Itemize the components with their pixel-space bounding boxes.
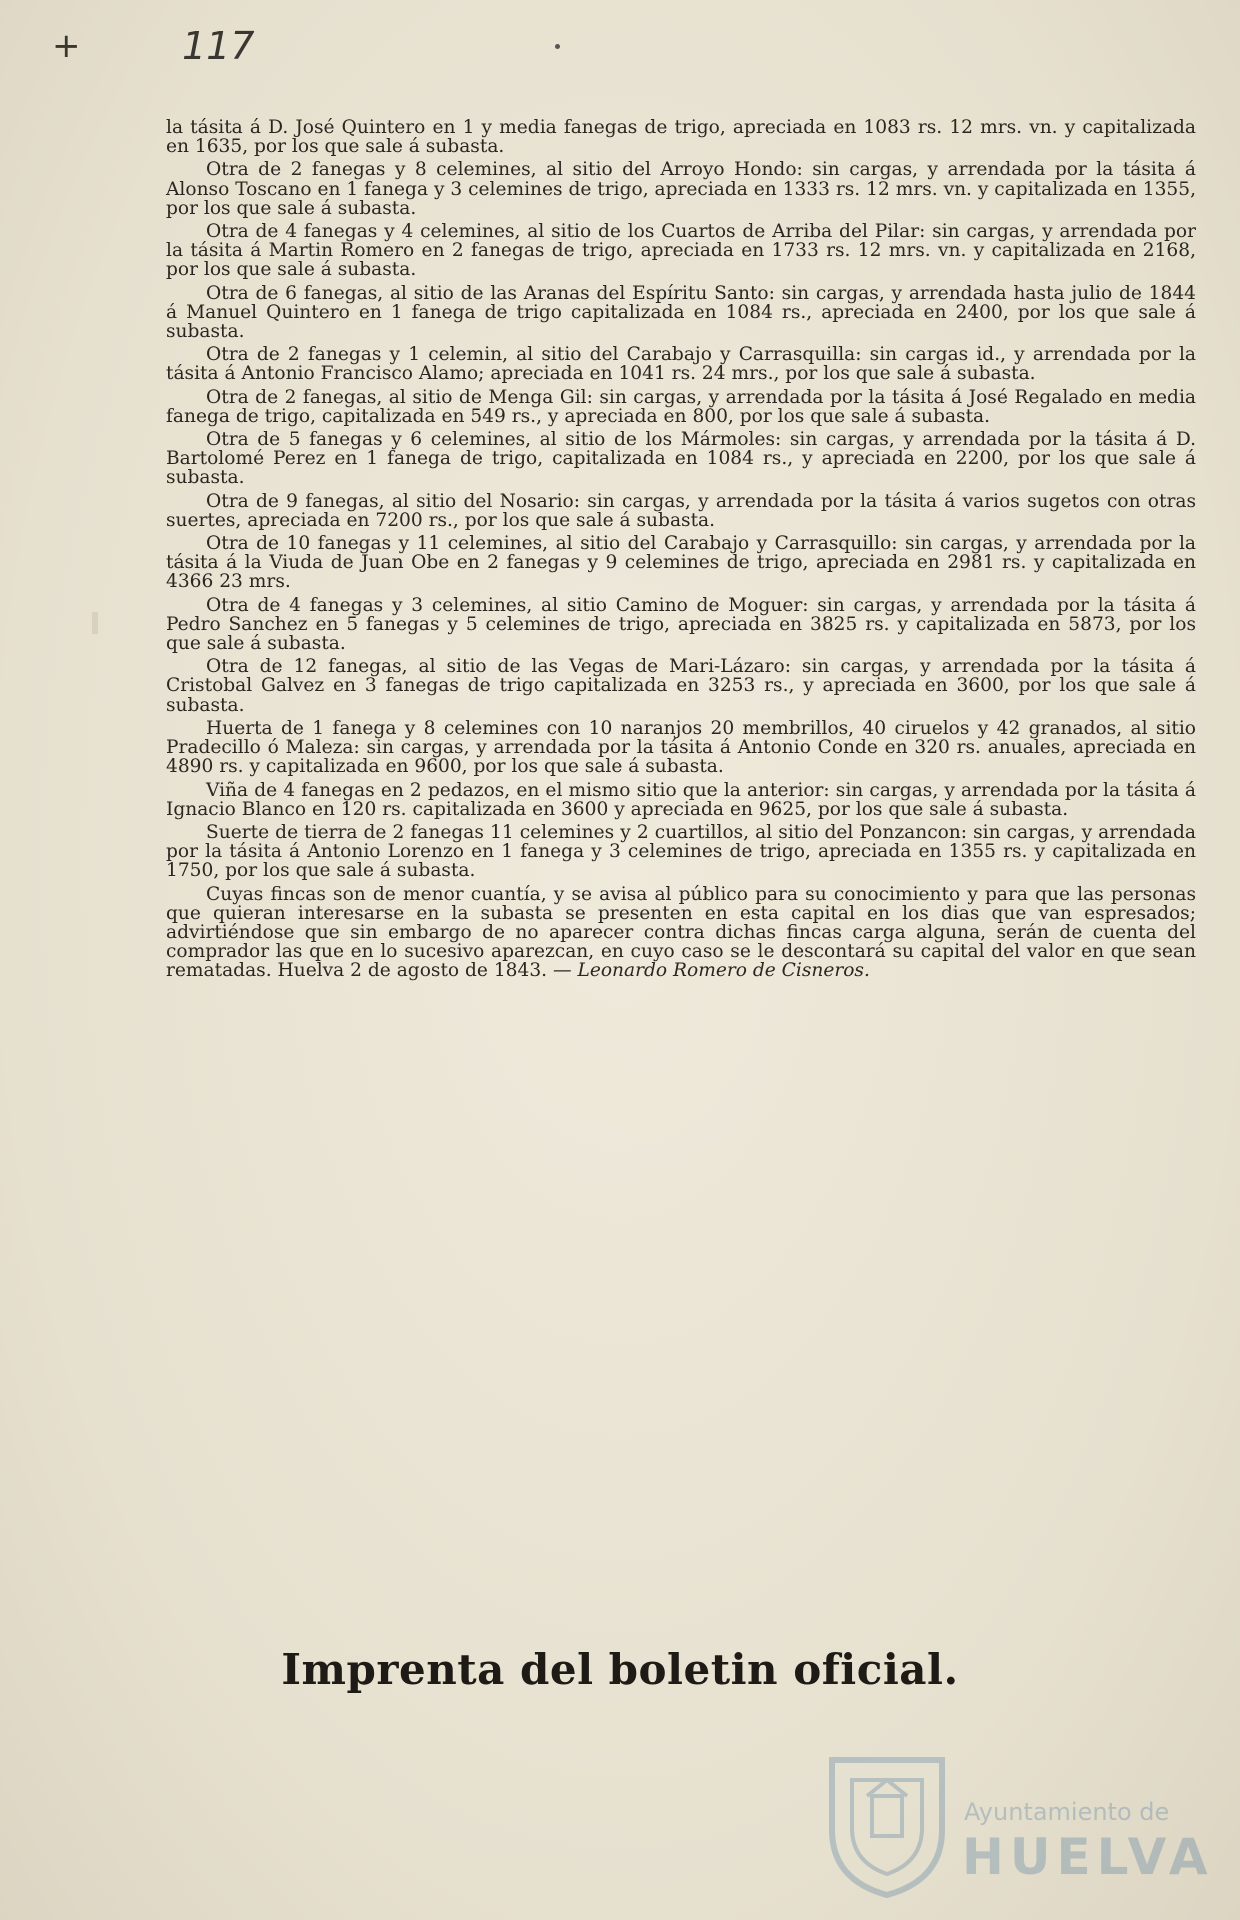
listing-paragraph: Huerta de 1 fanega y 8 celemines con 10 naranjos 20 membrillos, 40 ciruelos y 42 granados, al sitio Pradecillo ó Maleza: sin cargas, y arrendada por la tásita á Antonio Conde en 320 rs. anuales, apreciada en 4890 rs. y capitalizada en 9600, por los que sale á subasta. [166, 717, 1196, 778]
printer-imprint: Imprenta del boletin oficial. [281, 1645, 959, 1694]
listing-paragraph: Otra de 10 fanegas y 11 celemines, al sitio del Carabajo y Carrasquillo: sin cargas, y arrendada por la tásita á la Viuda de Juan Obe en 2 fanegas y 9 celemines de trigo, apreciada en 2981 rs. y capitalizada en 4366 23 mrs. [166, 533, 1196, 593]
archive-watermark [822, 1750, 1214, 1900]
folio-number: 117 [182, 24, 255, 68]
listing-paragraph: Otra de 6 fanegas, al sitio de las Aranas del Espíritu Santo: sin cargas, y arrendada hasta julio de 1844 á Manuel Quintero en 1 fanega de trigo capitalizada en 1084 rs., apreciada en 2400, por los que sale á subasta. [166, 282, 1196, 343]
auction-listing [166, 118, 1196, 985]
handwritten-mark: + [52, 26, 81, 66]
listing-paragraph: Viña de 4 fanegas en 2 pedazos, en el mismo sitio que la anterior: sin cargas, y arrendada por la tásita á Ignacio Blanco en 120 rs. capitalizada en 3600 y apreciada en 9625, por los que sale á subasta. [166, 779, 1196, 820]
ink-dot [555, 44, 560, 49]
signature: — Leonardo Romero de Cisneros. [553, 960, 870, 982]
listing-paragraph: Otra de 2 fanegas y 1 celemin, al sitio del Carabajo y Carrasquilla: sin cargas id., y arrendada por la tásita á Antonio Francisco Alamo; apreciada en 1041 rs. 24 mrs., por los que sale á subasta. [166, 344, 1196, 385]
listing-paragraph: Suerte de tierra de 2 fanegas 11 celemines y 2 cuartillos, al sitio del Ponzancon: sin cargas, y arrendada por la tásita á Antonio Lorenzo en 1 fanega y 3 celemines de trigo, apreciada en 1355 rs. y capitalizada en 1750, por los que sale á subasta. [166, 821, 1196, 882]
listing-paragraph: Otra de 2 fanegas, al sitio de Menga Gil: sin cargas, y arrendada por la tásita á José Regalado en media fanega de trigo, capitalizada en 549 rs., y apreciada en 800, por los que sale á subasta. [166, 386, 1196, 427]
closing-text: Cuyas fincas son de menor cuantía, y se avisa al público para su conocimiento y para que las personas que quieran interesarse en la subasta se presenten en esta capital en los dias que van espresados; advirtiéndose que sin embargo de no aparecer contra dichas fincas carga alguna, serán de cuenta del comprador las que en lo sucesivo aparezcan, en cuyo caso se le descontará su capital del valor en que sean rematadas. Huelva 2 de agosto de 1843. [166, 883, 1196, 982]
city-shield-icon [822, 1750, 952, 1900]
listing-paragraph: Otra de 4 fanegas y 4 celemines, al sitio de los Cuartos de Arriba del Pilar: sin cargas, y arrendada por la tásita á Martin Romero en 2 fanegas de trigo, apreciada en 1733 rs. 12 mrs. vn. y capitalizada en 2168, por los que sale á subasta. [166, 221, 1196, 281]
listing-paragraph: la tásita á D. José Quintero en 1 y media fanegas de trigo, apreciada en 1083 rs. 12 mrs. vn. y capitalizada en 1635, por los que sale á subasta. [166, 117, 1196, 158]
listing-paragraph: Otra de 9 fanegas, al sitio del Nosario: sin cargas, y arrendada por la tásita á varios sugetos con otras suertes, apreciada en 7200 rs., por los que sale á subasta. [166, 490, 1196, 531]
listing-paragraph: Otra de 2 fanegas y 8 celemines, al sitio del Arroyo Hondo: sin cargas, y arrendada por la tásita á Alonso Toscano en 1 fanega y 3 celemines de trigo, apreciada en 1333 rs. 12 mrs. vn. y capitalizada en 1355, por los que sale á subasta. [166, 159, 1196, 219]
watermark-line-2: HUELVA [962, 1828, 1214, 1886]
listing-paragraph: Otra de 4 fanegas y 3 celemines, al sitio Camino de Moguer: sin cargas, y arrendada por la tásita á Pedro Sanchez en 5 fanegas y 5 celemines de trigo, apreciada en 3825 rs. y capitalizada en 5873, por los que sale á subasta. [166, 594, 1196, 655]
paper-mark [92, 612, 98, 634]
closing-paragraph [166, 885, 1196, 981]
listing-paragraph: Otra de 12 fanegas, al sitio de las Vegas de Mari-Lázaro: sin cargas, y arrendada por la tásita á Cristobal Galvez en 3 fanegas de trigo capitalizada en 3253 rs., y apreciada en 3600, por los que sale á subasta. [166, 656, 1196, 716]
listing-paragraph: Otra de 5 fanegas y 6 celemines, al sitio de los Mármoles: sin cargas, y arrendada por la tásita á D. Bartolomé Perez en 1 fanega de trigo, capitalizada en 1084 rs., y apreciada en 2200, por los que sale á subasta. [166, 429, 1196, 489]
watermark-line-1: Ayuntamiento de [964, 1798, 1170, 1826]
